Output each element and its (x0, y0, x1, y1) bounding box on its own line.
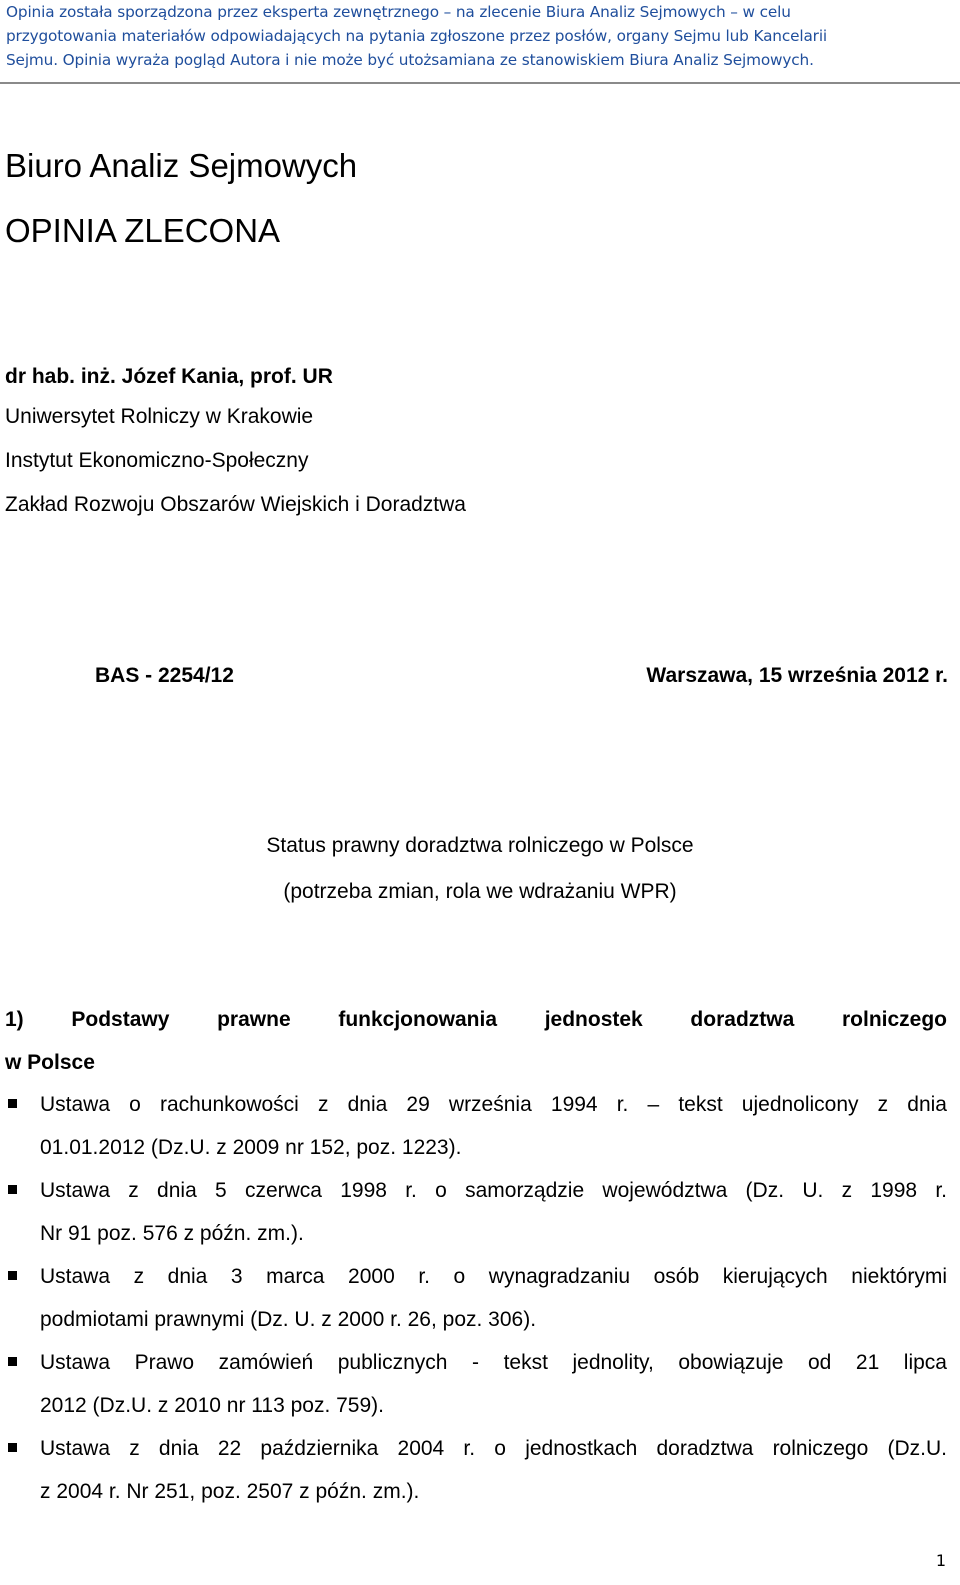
list-item-continuation: z 2004 r. Nr 251, poz. 2507 z późn. zm.). (40, 1480, 420, 1503)
section-heading-continuation: w Polsce (5, 1051, 95, 1074)
list-item-continuation: podmiotami prawnymi (Dz. U. z 2000 r. 26, poz. 306). (40, 1308, 537, 1331)
bullet-marker (8, 1099, 17, 1108)
document-title-line-1: Status prawny doradztwa rolniczego w Polsce (266, 834, 694, 857)
list-item: Ustawa z dnia 5 czerwca 1998 r. o samorządzie województwa (Dz. U. z 1998 r. (40, 1179, 947, 1202)
bullet-marker (8, 1185, 17, 1194)
list-item: Ustawa z dnia 3 marca 2000 r. o wynagradzaniu osób kierujących niektórymi (40, 1265, 947, 1288)
document-title-line-2: (potrzeba zmian, rola we wdrażaniu WPR) (283, 880, 677, 903)
author-department: Zakład Rozwoju Obszarów Wiejskich i Doradztwa (5, 493, 466, 516)
list-item: Ustawa Prawo zamówień publicznych - tekst jednolity, obowiązuje od 21 lipca (40, 1351, 947, 1374)
author-university: Uniwersytet Rolniczy w Krakowie (5, 405, 314, 428)
disclaimer-header (0, 0, 960, 84)
bullet-marker (8, 1443, 17, 1452)
reference-number: BAS - 2254/12 (95, 664, 234, 687)
disclaimer-line: Sejmu. Opinia wyraża pogląd Autora i nie może być utożsamiana ze stanowiskiem Biura Analiz Sejmowych. (6, 51, 814, 69)
list-item: Ustawa z dnia 22 października 2004 r. o jednostkach doradztwa rolniczego (Dz.U. (40, 1437, 947, 1460)
bullet-marker (8, 1357, 17, 1366)
institution-title: Biuro Analiz Sejmowych (5, 147, 358, 184)
list-item-continuation: 01.01.2012 (Dz.U. z 2009 nr 152, poz. 1223). (40, 1136, 462, 1159)
list-item-continuation: 2012 (Dz.U. z 2010 nr 113 poz. 759). (40, 1394, 384, 1417)
bullet-marker (8, 1271, 17, 1280)
disclaimer-line: Opinia została sporządzona przez eksperta zewnętrznego – na zlecenie Biura Analiz Sejmowych – w celu (6, 3, 791, 21)
disclaimer-line: przygotowania materiałów odpowiadających na pytania zgłoszone przez posłów, organy Sejmu lub Kancelarii (6, 27, 828, 45)
document-type: OPINIA ZLECONA (5, 212, 281, 249)
author-name: dr hab. inż. Józef Kania, prof. UR (5, 365, 333, 388)
list-item-continuation: Nr 91 poz. 576 z późn. zm.). (40, 1222, 304, 1245)
page-number: 1 (935, 1551, 946, 1570)
list-item: Ustawa o rachunkowości z dnia 29 września 1994 r. – tekst ujednolicony z dnia (40, 1093, 947, 1116)
section-heading: 1) Podstawy prawne funkcjonowania jednostek doradztwa rolniczego (5, 1008, 947, 1031)
place-date: Warszawa, 15 września 2012 r. (646, 664, 948, 687)
author-institute: Instytut Ekonomiczno-Społeczny (5, 449, 309, 472)
